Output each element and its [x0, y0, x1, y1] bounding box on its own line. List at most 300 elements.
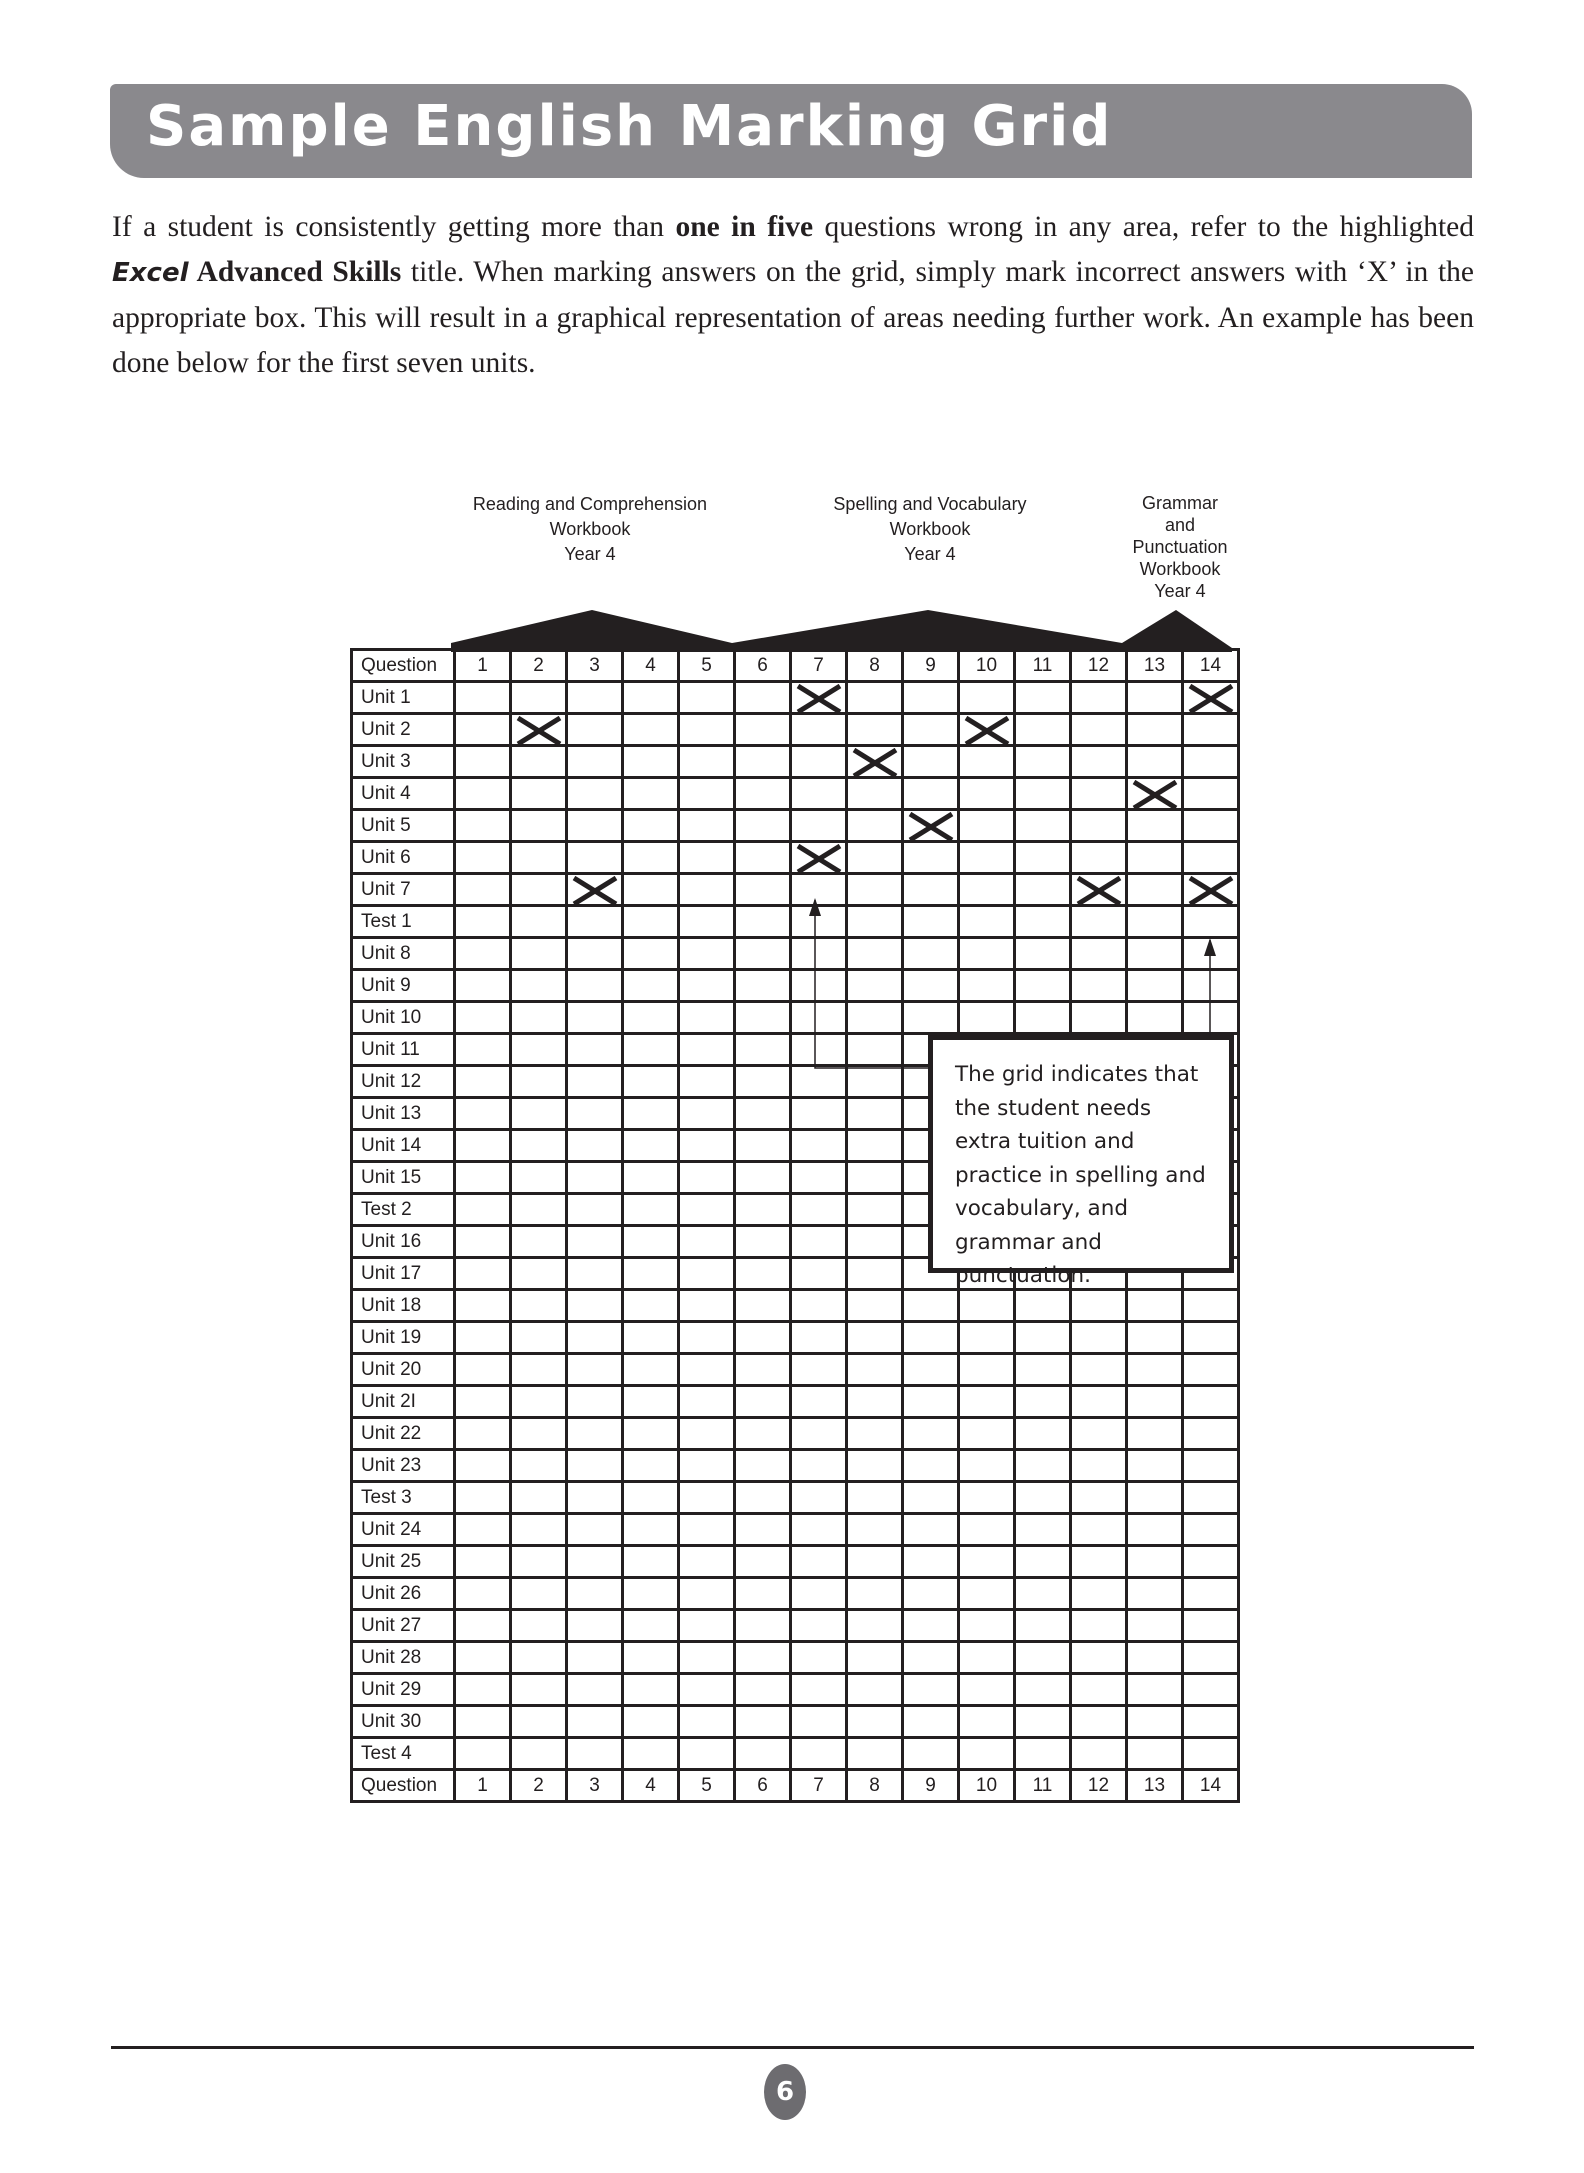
- answer-cell[interactable]: [1183, 1290, 1239, 1322]
- answer-cell[interactable]: [1183, 778, 1239, 810]
- answer-cell[interactable]: [791, 714, 847, 746]
- answer-cell[interactable]: [1015, 874, 1071, 906]
- answer-cell[interactable]: [959, 1610, 1015, 1642]
- answer-cell[interactable]: [511, 810, 567, 842]
- answer-cell[interactable]: [791, 1066, 847, 1098]
- answer-cell[interactable]: [679, 1514, 735, 1546]
- answer-cell[interactable]: [455, 906, 511, 938]
- answer-cell[interactable]: [623, 778, 679, 810]
- answer-cell[interactable]: [903, 1482, 959, 1514]
- answer-cell[interactable]: [623, 842, 679, 874]
- answer-cell[interactable]: [903, 970, 959, 1002]
- answer-cell[interactable]: [623, 1194, 679, 1226]
- answer-cell[interactable]: [623, 938, 679, 970]
- answer-cell[interactable]: [679, 842, 735, 874]
- answer-cell[interactable]: [959, 1706, 1015, 1738]
- answer-cell[interactable]: [959, 778, 1015, 810]
- answer-cell[interactable]: [903, 746, 959, 778]
- answer-cell[interactable]: [511, 1546, 567, 1578]
- answer-cell[interactable]: [567, 1290, 623, 1322]
- answer-cell[interactable]: [1127, 1290, 1183, 1322]
- answer-cell[interactable]: [1183, 1642, 1239, 1674]
- answer-cell[interactable]: [903, 1418, 959, 1450]
- answer-cell[interactable]: [1127, 1610, 1183, 1642]
- answer-cell[interactable]: [511, 1354, 567, 1386]
- answer-cell[interactable]: [679, 1322, 735, 1354]
- answer-cell[interactable]: [1183, 970, 1239, 1002]
- answer-cell[interactable]: [1015, 906, 1071, 938]
- answer-cell[interactable]: [735, 1066, 791, 1098]
- answer-cell[interactable]: [903, 1322, 959, 1354]
- answer-cell[interactable]: [567, 682, 623, 714]
- answer-cell[interactable]: [1127, 714, 1183, 746]
- answer-cell[interactable]: [623, 1674, 679, 1706]
- answer-cell[interactable]: [903, 1642, 959, 1674]
- answer-cell[interactable]: [567, 1482, 623, 1514]
- answer-cell[interactable]: [511, 1450, 567, 1482]
- answer-cell[interactable]: [455, 1002, 511, 1034]
- answer-cell[interactable]: [791, 682, 847, 714]
- answer-cell[interactable]: [959, 1546, 1015, 1578]
- answer-cell[interactable]: [1183, 1578, 1239, 1610]
- answer-cell[interactable]: [679, 1098, 735, 1130]
- answer-cell[interactable]: [959, 938, 1015, 970]
- answer-cell[interactable]: [567, 1034, 623, 1066]
- answer-cell[interactable]: [1183, 1706, 1239, 1738]
- answer-cell[interactable]: [567, 1194, 623, 1226]
- answer-cell[interactable]: [567, 1418, 623, 1450]
- answer-cell[interactable]: [959, 874, 1015, 906]
- answer-cell[interactable]: [455, 1706, 511, 1738]
- answer-cell[interactable]: [1071, 778, 1127, 810]
- answer-cell[interactable]: [511, 1674, 567, 1706]
- answer-cell[interactable]: [959, 1322, 1015, 1354]
- answer-cell[interactable]: [735, 1386, 791, 1418]
- answer-cell[interactable]: [959, 682, 1015, 714]
- answer-cell[interactable]: [511, 1002, 567, 1034]
- answer-cell[interactable]: [1071, 1322, 1127, 1354]
- answer-cell[interactable]: [1015, 1002, 1071, 1034]
- answer-cell[interactable]: [679, 1578, 735, 1610]
- answer-cell[interactable]: [791, 1290, 847, 1322]
- answer-cell[interactable]: [735, 970, 791, 1002]
- answer-cell[interactable]: [847, 1194, 903, 1226]
- answer-cell[interactable]: [623, 1354, 679, 1386]
- answer-cell[interactable]: [623, 1578, 679, 1610]
- answer-cell[interactable]: [455, 1450, 511, 1482]
- answer-cell[interactable]: [1183, 842, 1239, 874]
- answer-cell[interactable]: [959, 810, 1015, 842]
- answer-cell[interactable]: [791, 1354, 847, 1386]
- answer-cell[interactable]: [511, 1482, 567, 1514]
- answer-cell[interactable]: [567, 810, 623, 842]
- answer-cell[interactable]: [679, 874, 735, 906]
- answer-cell[interactable]: [959, 1674, 1015, 1706]
- answer-cell[interactable]: [511, 1386, 567, 1418]
- answer-cell[interactable]: [623, 1162, 679, 1194]
- answer-cell[interactable]: [455, 1354, 511, 1386]
- answer-cell[interactable]: [623, 970, 679, 1002]
- answer-cell[interactable]: [567, 1162, 623, 1194]
- answer-cell[interactable]: [679, 1482, 735, 1514]
- answer-cell[interactable]: [567, 1738, 623, 1770]
- answer-cell[interactable]: [623, 810, 679, 842]
- answer-cell[interactable]: [1183, 1002, 1239, 1034]
- answer-cell[interactable]: [623, 1130, 679, 1162]
- answer-cell[interactable]: [511, 906, 567, 938]
- answer-cell[interactable]: [1015, 1706, 1071, 1738]
- answer-cell[interactable]: [847, 746, 903, 778]
- answer-cell[interactable]: [623, 1546, 679, 1578]
- answer-cell[interactable]: [847, 1162, 903, 1194]
- answer-cell[interactable]: [1071, 1706, 1127, 1738]
- answer-cell[interactable]: [679, 682, 735, 714]
- answer-cell[interactable]: [791, 970, 847, 1002]
- answer-cell[interactable]: [903, 842, 959, 874]
- answer-cell[interactable]: [735, 1706, 791, 1738]
- answer-cell[interactable]: [791, 778, 847, 810]
- answer-cell[interactable]: [1071, 842, 1127, 874]
- answer-cell[interactable]: [567, 970, 623, 1002]
- answer-cell[interactable]: [511, 938, 567, 970]
- answer-cell[interactable]: [455, 1642, 511, 1674]
- answer-cell[interactable]: [679, 810, 735, 842]
- answer-cell[interactable]: [623, 1610, 679, 1642]
- answer-cell[interactable]: [455, 1194, 511, 1226]
- answer-cell[interactable]: [567, 842, 623, 874]
- answer-cell[interactable]: [511, 1098, 567, 1130]
- answer-cell[interactable]: [1015, 1514, 1071, 1546]
- answer-cell[interactable]: [791, 1738, 847, 1770]
- answer-cell[interactable]: [567, 1130, 623, 1162]
- answer-cell[interactable]: [511, 842, 567, 874]
- answer-cell[interactable]: [679, 714, 735, 746]
- answer-cell[interactable]: [1183, 1610, 1239, 1642]
- answer-cell[interactable]: [847, 1706, 903, 1738]
- answer-cell[interactable]: [791, 810, 847, 842]
- answer-cell[interactable]: [679, 1450, 735, 1482]
- answer-cell[interactable]: [511, 874, 567, 906]
- answer-cell[interactable]: [791, 938, 847, 970]
- answer-cell[interactable]: [735, 1674, 791, 1706]
- answer-cell[interactable]: [511, 1418, 567, 1450]
- answer-cell[interactable]: [511, 1706, 567, 1738]
- answer-cell[interactable]: [903, 1002, 959, 1034]
- answer-cell[interactable]: [959, 746, 1015, 778]
- answer-cell[interactable]: [455, 1034, 511, 1066]
- answer-cell[interactable]: [903, 1290, 959, 1322]
- answer-cell[interactable]: [847, 874, 903, 906]
- answer-cell[interactable]: [1015, 1354, 1071, 1386]
- answer-cell[interactable]: [623, 1386, 679, 1418]
- answer-cell[interactable]: [1071, 1418, 1127, 1450]
- answer-cell[interactable]: [903, 938, 959, 970]
- answer-cell[interactable]: [847, 1130, 903, 1162]
- answer-cell[interactable]: [567, 1098, 623, 1130]
- answer-cell[interactable]: [567, 1354, 623, 1386]
- answer-cell[interactable]: [455, 1418, 511, 1450]
- answer-cell[interactable]: [1071, 714, 1127, 746]
- answer-cell[interactable]: [959, 842, 1015, 874]
- answer-cell[interactable]: [511, 1194, 567, 1226]
- answer-cell[interactable]: [1127, 1482, 1183, 1514]
- answer-cell[interactable]: [679, 1002, 735, 1034]
- answer-cell[interactable]: [623, 1482, 679, 1514]
- answer-cell[interactable]: [903, 874, 959, 906]
- answer-cell[interactable]: [1127, 1546, 1183, 1578]
- answer-cell[interactable]: [1183, 1450, 1239, 1482]
- answer-cell[interactable]: [623, 1738, 679, 1770]
- answer-cell[interactable]: [455, 1674, 511, 1706]
- answer-cell[interactable]: [735, 842, 791, 874]
- answer-cell[interactable]: [791, 1098, 847, 1130]
- answer-cell[interactable]: [679, 1738, 735, 1770]
- answer-cell[interactable]: [679, 746, 735, 778]
- answer-cell[interactable]: [511, 1034, 567, 1066]
- answer-cell[interactable]: [903, 1610, 959, 1642]
- answer-cell[interactable]: [1183, 682, 1239, 714]
- answer-cell[interactable]: [791, 746, 847, 778]
- answer-cell[interactable]: [735, 1450, 791, 1482]
- answer-cell[interactable]: [1071, 1610, 1127, 1642]
- answer-cell[interactable]: [623, 1226, 679, 1258]
- answer-cell[interactable]: [847, 1546, 903, 1578]
- answer-cell[interactable]: [791, 1514, 847, 1546]
- answer-cell[interactable]: [735, 1290, 791, 1322]
- answer-cell[interactable]: [455, 1226, 511, 1258]
- answer-cell[interactable]: [511, 778, 567, 810]
- answer-cell[interactable]: [1071, 970, 1127, 1002]
- answer-cell[interactable]: [847, 1738, 903, 1770]
- answer-cell[interactable]: [455, 1322, 511, 1354]
- answer-cell[interactable]: [1127, 1578, 1183, 1610]
- answer-cell[interactable]: [735, 746, 791, 778]
- answer-cell[interactable]: [735, 682, 791, 714]
- answer-cell[interactable]: [1071, 1354, 1127, 1386]
- answer-cell[interactable]: [1127, 906, 1183, 938]
- answer-cell[interactable]: [511, 1226, 567, 1258]
- answer-cell[interactable]: [959, 906, 1015, 938]
- answer-cell[interactable]: [847, 1642, 903, 1674]
- answer-cell[interactable]: [679, 778, 735, 810]
- answer-cell[interactable]: [735, 714, 791, 746]
- answer-cell[interactable]: [567, 714, 623, 746]
- answer-cell[interactable]: [567, 906, 623, 938]
- answer-cell[interactable]: [903, 1514, 959, 1546]
- answer-cell[interactable]: [1015, 682, 1071, 714]
- answer-cell[interactable]: [511, 1066, 567, 1098]
- answer-cell[interactable]: [847, 778, 903, 810]
- answer-cell[interactable]: [1071, 1514, 1127, 1546]
- answer-cell[interactable]: [679, 1354, 735, 1386]
- answer-cell[interactable]: [1127, 1354, 1183, 1386]
- answer-cell[interactable]: [847, 1290, 903, 1322]
- answer-cell[interactable]: [455, 1130, 511, 1162]
- answer-cell[interactable]: [623, 1322, 679, 1354]
- answer-cell[interactable]: [735, 1578, 791, 1610]
- answer-cell[interactable]: [623, 1066, 679, 1098]
- answer-cell[interactable]: [455, 1738, 511, 1770]
- answer-cell[interactable]: [847, 1034, 903, 1066]
- answer-cell[interactable]: [567, 778, 623, 810]
- answer-cell[interactable]: [1071, 682, 1127, 714]
- answer-cell[interactable]: [903, 1674, 959, 1706]
- answer-cell[interactable]: [1015, 810, 1071, 842]
- answer-cell[interactable]: [791, 1546, 847, 1578]
- answer-cell[interactable]: [735, 1258, 791, 1290]
- answer-cell[interactable]: [623, 906, 679, 938]
- answer-cell[interactable]: [959, 1738, 1015, 1770]
- answer-cell[interactable]: [455, 1610, 511, 1642]
- answer-cell[interactable]: [735, 1514, 791, 1546]
- answer-cell[interactable]: [1071, 1578, 1127, 1610]
- answer-cell[interactable]: [1015, 1386, 1071, 1418]
- answer-cell[interactable]: [679, 1386, 735, 1418]
- answer-cell[interactable]: [903, 1738, 959, 1770]
- answer-cell[interactable]: [455, 1290, 511, 1322]
- answer-cell[interactable]: [847, 1610, 903, 1642]
- answer-cell[interactable]: [623, 1098, 679, 1130]
- answer-cell[interactable]: [1127, 1002, 1183, 1034]
- answer-cell[interactable]: [455, 1258, 511, 1290]
- answer-cell[interactable]: [791, 1418, 847, 1450]
- answer-cell[interactable]: [679, 1610, 735, 1642]
- answer-cell[interactable]: [623, 874, 679, 906]
- answer-cell[interactable]: [511, 1610, 567, 1642]
- answer-cell[interactable]: [791, 1226, 847, 1258]
- answer-cell[interactable]: [679, 1162, 735, 1194]
- answer-cell[interactable]: [903, 1354, 959, 1386]
- answer-cell[interactable]: [679, 1034, 735, 1066]
- answer-cell[interactable]: [679, 970, 735, 1002]
- answer-cell[interactable]: [1183, 1546, 1239, 1578]
- answer-cell[interactable]: [1127, 1418, 1183, 1450]
- answer-cell[interactable]: [959, 714, 1015, 746]
- answer-cell[interactable]: [903, 682, 959, 714]
- answer-cell[interactable]: [1015, 1290, 1071, 1322]
- answer-cell[interactable]: [847, 682, 903, 714]
- answer-cell[interactable]: [847, 1418, 903, 1450]
- answer-cell[interactable]: [1127, 1642, 1183, 1674]
- answer-cell[interactable]: [1183, 1482, 1239, 1514]
- answer-cell[interactable]: [623, 1418, 679, 1450]
- answer-cell[interactable]: [1015, 1418, 1071, 1450]
- answer-cell[interactable]: [679, 1258, 735, 1290]
- answer-cell[interactable]: [455, 746, 511, 778]
- answer-cell[interactable]: [511, 1162, 567, 1194]
- answer-cell[interactable]: [791, 1194, 847, 1226]
- answer-cell[interactable]: [735, 1002, 791, 1034]
- answer-cell[interactable]: [847, 1258, 903, 1290]
- answer-cell[interactable]: [455, 938, 511, 970]
- answer-cell[interactable]: [1127, 1450, 1183, 1482]
- answer-cell[interactable]: [511, 1514, 567, 1546]
- answer-cell[interactable]: [679, 938, 735, 970]
- answer-cell[interactable]: [455, 1482, 511, 1514]
- answer-cell[interactable]: [959, 1418, 1015, 1450]
- answer-cell[interactable]: [679, 1642, 735, 1674]
- answer-cell[interactable]: [847, 1514, 903, 1546]
- answer-cell[interactable]: [1015, 714, 1071, 746]
- answer-cell[interactable]: [1183, 1418, 1239, 1450]
- answer-cell[interactable]: [623, 1450, 679, 1482]
- answer-cell[interactable]: [847, 1578, 903, 1610]
- answer-cell[interactable]: [735, 1482, 791, 1514]
- answer-cell[interactable]: [959, 1514, 1015, 1546]
- answer-cell[interactable]: [567, 1610, 623, 1642]
- answer-cell[interactable]: [1015, 1738, 1071, 1770]
- answer-cell[interactable]: [623, 1706, 679, 1738]
- answer-cell[interactable]: [903, 1546, 959, 1578]
- answer-cell[interactable]: [567, 1386, 623, 1418]
- answer-cell[interactable]: [567, 1226, 623, 1258]
- answer-cell[interactable]: [1183, 874, 1239, 906]
- answer-cell[interactable]: [567, 1706, 623, 1738]
- answer-cell[interactable]: [1183, 1738, 1239, 1770]
- answer-cell[interactable]: [511, 682, 567, 714]
- answer-cell[interactable]: [791, 1034, 847, 1066]
- answer-cell[interactable]: [1183, 810, 1239, 842]
- answer-cell[interactable]: [791, 1578, 847, 1610]
- answer-cell[interactable]: [847, 842, 903, 874]
- answer-cell[interactable]: [623, 1034, 679, 1066]
- answer-cell[interactable]: [679, 1066, 735, 1098]
- answer-cell[interactable]: [1071, 746, 1127, 778]
- answer-cell[interactable]: [1015, 938, 1071, 970]
- answer-cell[interactable]: [1127, 1738, 1183, 1770]
- answer-cell[interactable]: [735, 906, 791, 938]
- answer-cell[interactable]: [903, 1578, 959, 1610]
- answer-cell[interactable]: [791, 1706, 847, 1738]
- answer-cell[interactable]: [455, 1066, 511, 1098]
- answer-cell[interactable]: [1015, 1482, 1071, 1514]
- answer-cell[interactable]: [847, 1354, 903, 1386]
- answer-cell[interactable]: [511, 970, 567, 1002]
- answer-cell[interactable]: [735, 1322, 791, 1354]
- answer-cell[interactable]: [567, 1546, 623, 1578]
- answer-cell[interactable]: [959, 1642, 1015, 1674]
- answer-cell[interactable]: [959, 1290, 1015, 1322]
- answer-cell[interactable]: [847, 714, 903, 746]
- answer-cell[interactable]: [903, 714, 959, 746]
- answer-cell[interactable]: [455, 874, 511, 906]
- answer-cell[interactable]: [567, 1578, 623, 1610]
- answer-cell[interactable]: [959, 1002, 1015, 1034]
- answer-cell[interactable]: [791, 1386, 847, 1418]
- answer-cell[interactable]: [1071, 1386, 1127, 1418]
- answer-cell[interactable]: [847, 1386, 903, 1418]
- answer-cell[interactable]: [679, 1546, 735, 1578]
- answer-cell[interactable]: [1071, 1002, 1127, 1034]
- answer-cell[interactable]: [847, 1674, 903, 1706]
- answer-cell[interactable]: [623, 682, 679, 714]
- answer-cell[interactable]: [959, 1482, 1015, 1514]
- answer-cell[interactable]: [791, 842, 847, 874]
- answer-cell[interactable]: [1183, 906, 1239, 938]
- answer-cell[interactable]: [791, 906, 847, 938]
- answer-cell[interactable]: [847, 1226, 903, 1258]
- answer-cell[interactable]: [1071, 1738, 1127, 1770]
- answer-cell[interactable]: [455, 1386, 511, 1418]
- answer-cell[interactable]: [791, 1322, 847, 1354]
- answer-cell[interactable]: [959, 1386, 1015, 1418]
- answer-cell[interactable]: [791, 1674, 847, 1706]
- answer-cell[interactable]: [735, 874, 791, 906]
- answer-cell[interactable]: [455, 714, 511, 746]
- answer-cell[interactable]: [847, 1098, 903, 1130]
- answer-cell[interactable]: [1127, 746, 1183, 778]
- answer-cell[interactable]: [623, 1642, 679, 1674]
